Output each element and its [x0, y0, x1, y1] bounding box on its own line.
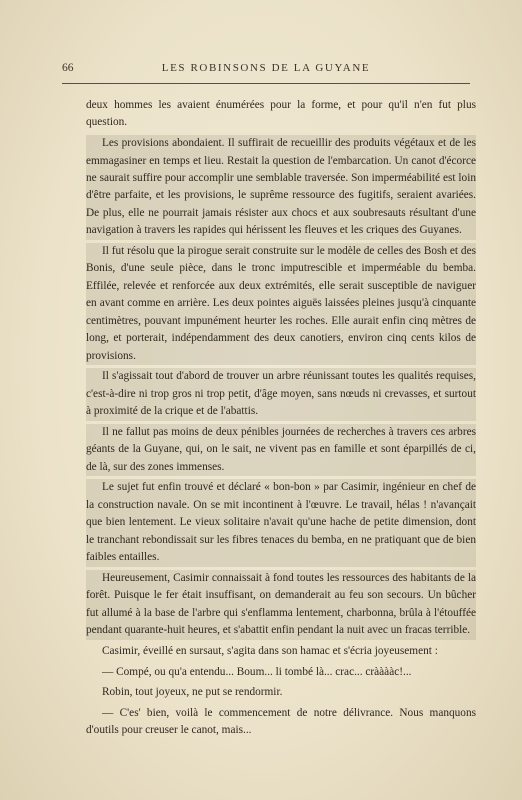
running-title: LES ROBINSONS DE LA GUYANE	[161, 62, 371, 74]
dialogue-line: — C'es' bien, voilà le commencement de notre délivrance. Nous manquons d'outils pour creuser le canot, mais...	[86, 706, 476, 737]
paragraph: Les provisions abondaient. Il suffirait de recueillir des produits végétaux et de les emmagasiner en temps et lieu. Restait la question de l'embarcation. Un canot d'écorce ne saurait suffire pour accomplir une semblable traversée. Son imperméabilité est loin d'être parfaite, et les provisions, le suprême ressource des fugitifs, seraient avariées. De plus, elle ne pourrait jamais résister aux chocs et aux soubresauts résultant d'une navigation à travers les rapides qui hérissent les fleuves et les criques des Guyanes.	[86, 135, 476, 240]
paragraph: Il s'agissait tout d'abord de trouver un arbre réunissant toutes les qualités requises, c'est-à-dire ni trop gros ni trop petit, d'âge moyen, sans nœuds ni crevasses, et surtout à proximité de la crique et de l'abattis.	[86, 368, 476, 420]
paragraph: Heureusement, Casimir connaissait à fond toutes les ressources des habitants de la forêt. Puisque le fer était insuffisant, on demanderait au feu son secours. Un bûcher fut allumé à la base de l'arbre qui s'enflamma lentement, charbonna, brûla à l'étouffée pendant quarante-huit heures, et s'abattit enfin pendant la nuit avec un fracas terrible.	[86, 570, 476, 640]
dialogue-line: — Compé, ou qu'a entendu... Boum... li tombé là... crac... crààààc!...	[102, 665, 412, 678]
paragraph: Robin, tout joyeux, ne put se rendormir.	[102, 686, 283, 699]
paragraph-continuation: deux hommes les avaient énumérées pour la forme, et pour qu'il n'en fut plus question.	[86, 99, 476, 129]
page-body	[86, 97, 476, 743]
page-number: 66	[62, 62, 74, 74]
paragraph: Il fut résolu que la pirogue serait construite sur le modèle de celles des Bosh et des Bonis, d'une seule pièce, dans le tronc imputrescible et imperméable du bemba. Effilée, relevée et renforcée aux deux extrémités, elle serait susceptible de naviguer en avant comme en arrière. Les deux pointes aiguës laissées pleines jusqu'à cinquante centimètres, pouvant impunément heurter les roches. Elle aurait enfin cinq mètres de long, et porterait, indépendamment des deux canotiers, environ cinq cents kilos de provisions.	[86, 243, 476, 365]
paragraph: Il ne fallut pas moins de deux pénibles journées de recherches à travers ces arbres géants de la Guyane, qui, on le sait, ne vivent pas en famille et sont éparpillés de ci, de là, sur des zones immenses.	[86, 424, 476, 476]
paragraph: Le sujet fut enfin trouvé et déclaré « bon-bon » par Casimir, ingénieur en chef de la construction navale. On se mit incontinent à l'œuvre. Le travail, hélas ! n'avançait que bien lentement. Le vieux solitaire n'avait qu'une hache de petite dimension, dont le tranchant rebondissait sur les fibres tenaces du bemba, en ne pratiquant que de bien faibles entailles.	[86, 479, 476, 566]
paragraph: Casimir, éveillé en sursaut, s'agita dans son hamac et s'écria joyeusement :	[102, 644, 438, 657]
header-rule	[62, 83, 470, 84]
page-header	[62, 62, 470, 82]
